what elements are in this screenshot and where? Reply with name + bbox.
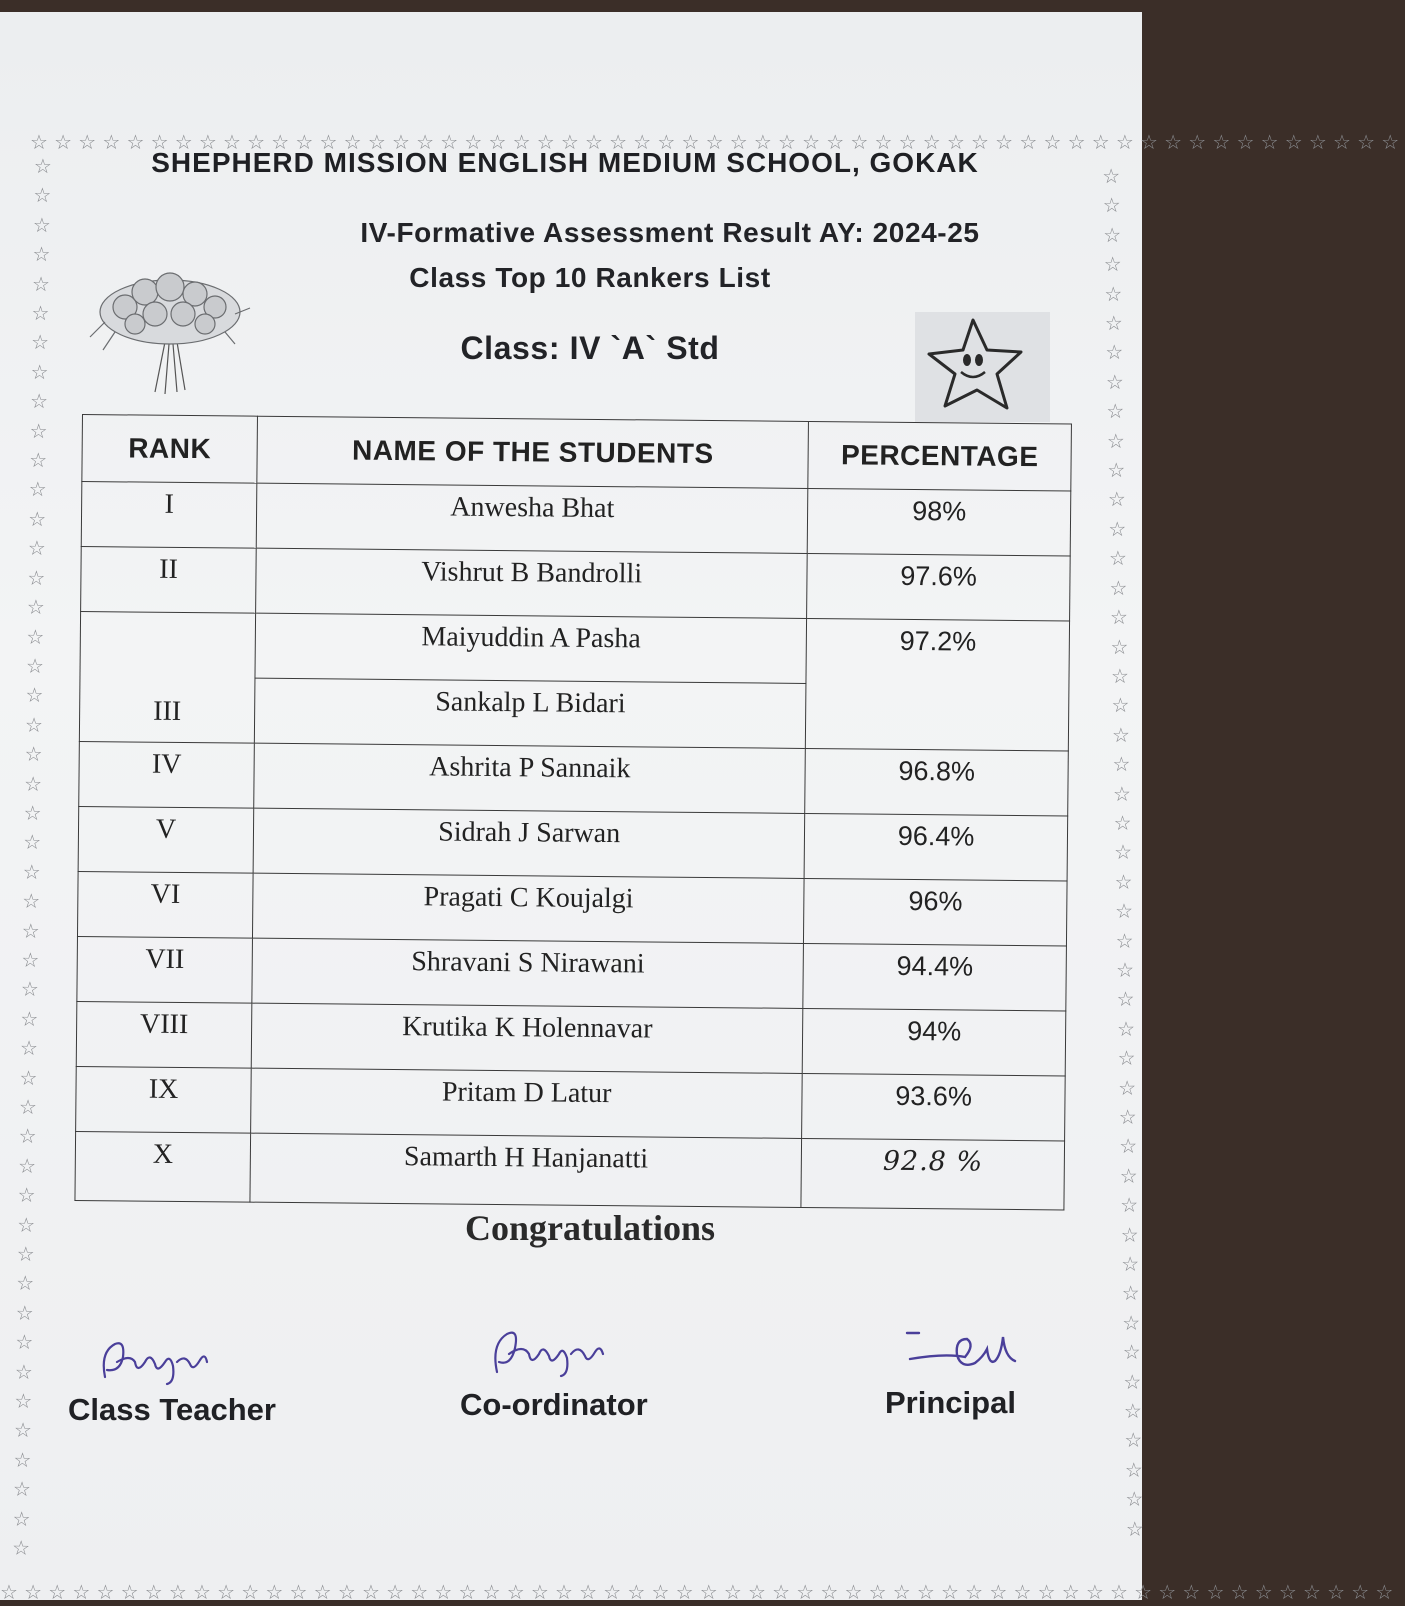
percentage-cell: 96.8% [805, 748, 1068, 816]
rank-cell: III [79, 611, 255, 743]
header-name: NAME OF THE STUDENTS [257, 416, 809, 488]
principal-signature [905, 1327, 1025, 1382]
exam-title: IV-Formative Assessment Result AY: 2024-25 [360, 217, 980, 248]
percentage-cell: 94% [802, 1008, 1065, 1076]
star-border-bottom: ☆☆☆☆☆☆☆☆☆☆☆☆☆☆☆☆☆☆☆☆☆☆☆☆☆☆☆☆☆☆☆☆☆☆☆☆☆☆☆☆☆☆☆☆☆☆☆☆☆☆☆☆☆☆☆☆☆☆ [0, 1580, 1400, 1604]
table-row [78, 806, 1068, 880]
table-row [77, 871, 1067, 945]
table-row [81, 482, 1071, 556]
smiling-star-icon [915, 312, 1050, 422]
percentage-cell: 96.4% [804, 813, 1067, 881]
handwritten-percentage-cell: 92.8 % [801, 1138, 1064, 1210]
table-row [81, 546, 1071, 620]
star-border-top: ☆☆☆☆☆☆☆☆☆☆☆☆☆☆☆☆☆☆☆☆☆☆☆☆☆☆☆☆☆☆☆☆☆☆☆☆☆☆☆☆☆☆☆☆☆☆☆☆☆☆☆☆☆☆☆☆☆ [30, 130, 1405, 154]
student-name-cell: Krutika K Holennavar [251, 1003, 803, 1073]
coordinator-label: Co-ordinator [460, 1387, 648, 1422]
table-row [76, 1066, 1066, 1140]
header-percentage: PERCENTAGE [808, 421, 1071, 491]
result-sheet [0, 12, 1405, 1604]
rank-cell: X [75, 1131, 251, 1202]
rank-cell: VI [77, 871, 253, 938]
student-name-cell: Shravani S Nirawani [252, 938, 804, 1008]
student-name-cell: Anwesha Bhat [256, 483, 808, 553]
table-header-row [82, 415, 1072, 491]
principal-label: Principal [885, 1385, 1016, 1420]
coordinator-signature [485, 1322, 610, 1384]
student-name-cell: Maiyuddin A Pasha [255, 613, 807, 683]
percentage-cell: 98% [807, 488, 1070, 556]
percentage-cell: 96% [804, 878, 1067, 946]
rank-cell: II [81, 546, 257, 613]
student-name-cell: Pritam D Latur [251, 1068, 803, 1138]
class-teacher-label: Class Teacher [68, 1392, 276, 1427]
table-row [77, 936, 1067, 1010]
student-name-cell: Ashrita P Sannaik [254, 743, 806, 813]
mascot-panel [915, 312, 1050, 422]
flower-bouquet-icon [85, 252, 255, 402]
student-name-cell: Sidrah J Sarwan [253, 808, 805, 878]
rank-cell: I [81, 482, 257, 549]
rank-cell: V [78, 806, 254, 873]
rankers-table [74, 414, 1072, 1210]
percentage-cell: 93.6% [802, 1073, 1065, 1141]
table-row [76, 1001, 1066, 1075]
star-border-right: ☆ ☆ ☆ ☆ ☆ ☆ ☆ ☆ ☆ ☆ ☆ ☆ ☆ ☆ ☆ ☆ ☆ ☆ ☆ ☆ ☆ ☆ ☆ ☆ ☆ ☆ ☆ ☆ ☆ ☆ ☆ ☆ ☆ ☆ ☆ ☆ ☆ ☆ ☆ ☆ ☆ ☆ ☆ ☆ ☆ ☆ ☆ [1102, 163, 1145, 1541]
rank-cell: VIII [76, 1001, 252, 1068]
list-title: Class Top 10 Rankers List [409, 262, 771, 293]
percentage-cell: 97.2% [806, 618, 1070, 751]
student-name-cell: Vishrut B Bandrolli [256, 548, 808, 618]
star-border-left: ☆ ☆ ☆ ☆ ☆ ☆ ☆ ☆ ☆ ☆ ☆ ☆ ☆ ☆ ☆ ☆ ☆ ☆ ☆ ☆ ☆ ☆ ☆ ☆ ☆ ☆ ☆ ☆ ☆ ☆ ☆ ☆ ☆ ☆ ☆ ☆ ☆ ☆ ☆ ☆ ☆ ☆ ☆ ☆ ☆ ☆ ☆ ☆ [11, 153, 52, 1561]
rank-cell: VII [77, 936, 253, 1003]
student-name-cell: Pragati C Koujalgi [253, 873, 805, 943]
table-row [75, 1131, 1065, 1209]
percentage-cell: 94.4% [803, 943, 1066, 1011]
class-teacher-signature [95, 1332, 215, 1392]
table-row [80, 611, 1070, 685]
table-row [79, 741, 1069, 815]
rank-cell: IX [76, 1066, 252, 1133]
rank-cell: IV [79, 741, 255, 808]
student-name-cell: Sankalp L Bidari [254, 678, 806, 748]
school-name: SHEPHERD MISSION ENGLISH MEDIUM SCHOOL, GOKAK [151, 147, 979, 178]
percentage-cell: 97.6% [807, 553, 1070, 621]
header-rank: RANK [82, 415, 258, 484]
student-name-cell: Samarth H Hanjanatti [250, 1133, 802, 1207]
class-label: Class: IV `A` Std [460, 330, 720, 366]
congratulations-text: Congratulations [464, 1208, 716, 1248]
